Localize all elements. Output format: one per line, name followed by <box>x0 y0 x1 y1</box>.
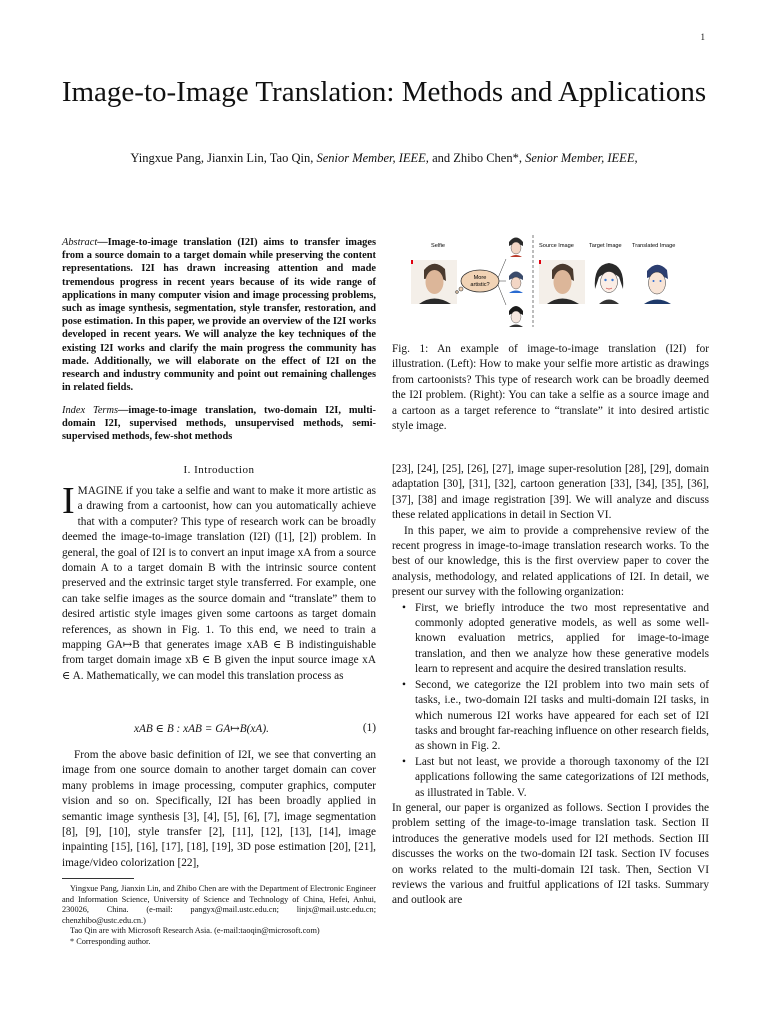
figure-1 <box>409 229 711 335</box>
right-column <box>392 462 709 909</box>
bubble-text-1: More <box>473 275 487 281</box>
source-image <box>539 260 585 304</box>
abstract-label: Abstract <box>62 237 98 248</box>
intro-paragraph-2: From the above basic definition of I2I, we see that converting an image from one source domain to another target domain can cover many problems in image processing, computer graphics, computer vision and so on. Specifically, I2I has been broadly applied in semantic image synthesis [3], [4], [5], [6], [7], image segmentation [8], [9], [10], style transfer [2], [11], [12], [13], [14], image inpainting [15], [16], [17], [18], [19], 3D pose estimation [20], [21], image/video colorization [22], <box>62 749 376 869</box>
selfie-photo <box>411 260 457 304</box>
author-names-2: and Zhibo Chen*, <box>432 151 522 165</box>
author-role-1: Senior Member, IEEE, <box>316 151 429 165</box>
index-terms-label: Index Terms <box>62 405 119 416</box>
figure-caption: Fig. 1: An example of image-to-image translation (I2I) for illustration. (Left): How to make your selfie more artistic as drawings from cartoonists? This type of research work can be broadly deemed the I2I problem. (Right): You can take a selfie as a source image and a cartoon as a target reference to “translate” it into desired artistic style image. <box>392 343 709 433</box>
intro-paragraph-1 <box>62 480 376 684</box>
list-item-text: Last but not least, we provide a thorough taxonomy of the I2I applications following the same categorizations of I2I methods, as illustrated in Table. V. <box>415 755 709 799</box>
bubble-text-2: artistic? <box>470 282 490 288</box>
figure-label-source: Source Image <box>539 243 574 249</box>
index-terms-text: —image-to-image translation, two-domain I2I, multi-domain I2I, supervised methods, unsupervised methods, semi-supervised methods, few-shot methods <box>62 405 376 443</box>
intro-text-1: MAGINE if you take a selfie and want to make it more artistic as a drawing from a cartoonist, how can you automatically achieve that with a computer? This type of research work can be broadly deemed the image-to-image translation (I2I) ([1], [2]) problem. In general, the goal of I2I is to convert an input image xA from a source domain A to a target domain B with the intrinsic source content preserved and the extrinsic target style transferred. For example, one can take selfie images as the source domain and “translate” them to desired artistic style images given some cartoons as target domain references, as shown in Fig. 1. To this end, we need to train a mapping GA↦B that generates image xAB ∈ B indistinguishable from target domain image xB ∈ B given the input source image xA ∈ A. Mathematically, we can model this translation process as <box>62 485 376 682</box>
drop-cap: I <box>62 480 75 522</box>
equation-number: (1) <box>362 722 376 734</box>
thought-bubble <box>456 259 506 305</box>
list-item <box>402 601 709 678</box>
cartoon-option-2 <box>507 269 525 293</box>
page-number: 1 <box>700 32 705 42</box>
abstract <box>62 236 376 394</box>
list-item-text: Second, we categorize the I2I problem into two main sets of tasks, i.e., two-domain I2I tasks and multi-domain I2I tasks, in which numerous I2I works have appeared for each set of I2I tasks and brought far-reaching influence on other research fields, as shown in Fig. 2. <box>415 678 709 753</box>
col2-paragraph-3: In general, our paper is organized as follows. Section I provides the problem setting of the image-to-image translation task. Section II introduces the generative models used for I2I methods. Section III discusses the works on the two-domain I2I task. Section IV focuses on works related to the multi-domain I2I task. Then, Section VI reviews the various and fruitful applications of I2I tasks. Summary and outlook are <box>392 801 709 907</box>
bullet-icon: • <box>402 601 406 614</box>
list-item-text: First, we briefly introduce the two most representative and commonly adopted generative models, as well as some well-known evaluation metrics, applied for image-to-image translation, and then we analyze how these generative models learn to represent and acquire the desired translation results. <box>415 601 709 676</box>
translated-image <box>635 260 679 304</box>
figure-label-translated: Translated Image <box>632 243 676 249</box>
cartoon-option-3 <box>507 303 525 327</box>
list-item <box>402 755 709 801</box>
cartoon-option-1 <box>507 235 525 257</box>
author-names: Yingxue Pang, Jianxin Lin, Tao Qin, <box>130 151 314 165</box>
figure-label-target: Target Image <box>589 243 622 249</box>
footnote-rule <box>62 878 134 879</box>
section-heading: I. Introduction <box>183 464 255 476</box>
abstract-text: —Image-to-image translation (I2I) aims to transfer images from a source domain to a target domain while preserving the content representations. I2I has drawn increasing attention and made tremendous progress in recent years because of its wide range of applications in many computer vision and image processing problems, such as image synthesis, segmentation, style transfer, restoration, and pose estimation. In this paper, we provide an overview of the I2I works developed in recent years. We will analyze the key techniques of the existing I2I works and clarify the main progress the community has made. Additionally, we will elaborate on the effect of I2I on the research and industry community and point out remaining challenges in related fields. <box>62 237 376 394</box>
footnote-corresponding: * Corresponding author. <box>70 936 151 946</box>
col2-paragraph-2: In this paper, we aim to provide a comprehensive review of the recent progress in image-to-image translation research works. To the best of our knowledge, this is the first overview paper to cover the analysis, methodology, and related applications of I2I. In detail, we present our survey with the following organization: <box>392 524 709 599</box>
footnotes <box>62 884 376 948</box>
figure-label-selfie: Selfie <box>431 243 445 249</box>
author-role-2: Senior Member, IEEE, <box>525 151 638 165</box>
equation-body: xAB ∈ B : xAB = GA↦B(xA). <box>134 723 269 735</box>
cartoon-options <box>507 235 525 327</box>
bullet-icon: • <box>402 678 406 691</box>
author-line <box>0 151 768 166</box>
footnote-affiliation: Yingxue Pang, Jianxin Lin, and Zhibo Chen are with the Department of Electronic Engineer and Information Science, University of Science and Technology of China, Hefei, Anhui, 230026, China. (e-mail: pangyx@mail.ustc.edu.cn; linjx@mail.ustc.edu.cn; chenzhibo@ustc.edu.cn.) <box>62 884 376 925</box>
bullet-icon: • <box>402 755 406 768</box>
organization-list <box>392 601 709 801</box>
paper-title: Image-to-Image Translation: Methods and Applications <box>61 76 707 108</box>
index-terms <box>62 404 376 444</box>
target-image <box>591 260 627 304</box>
footnote-msra: Tao Qin are with Microsoft Research Asia. (e-mail:taoqin@microsoft.com) <box>70 926 320 936</box>
list-item <box>402 678 709 755</box>
col2-paragraph-1: [23], [24], [25], [26], [27], image super-resolution [28], [29], domain adaptation [30], [31], [32], cartoon generation [33], [34], [35], [36], [37], [38] and image registration [39]. We will analyze and discuss these related applications in detail in Section VI. <box>392 463 709 522</box>
